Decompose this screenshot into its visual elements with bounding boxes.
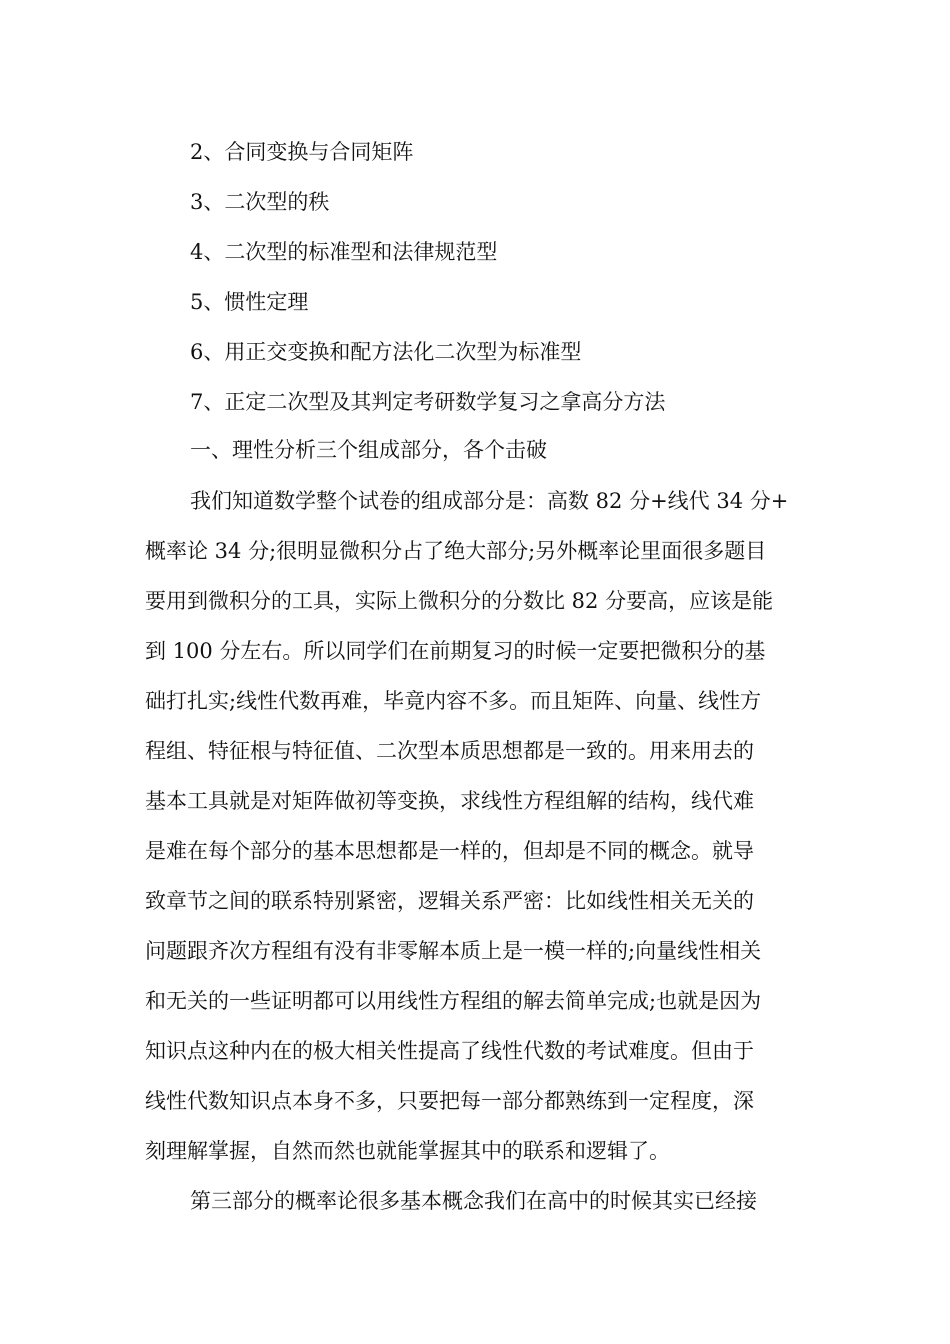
paragraph-line: 概率论 34 分;很明显微积分占了绝大部分;另外概率论里面很多题目: [145, 539, 767, 563]
list-item: 3、二次型的秩: [190, 190, 330, 214]
paragraph-line: 础打扎实;线性代数再难，毕竟内容不多。而且矩阵、向量、线性方: [145, 689, 762, 713]
paragraph-line: 问题跟齐次方程组有没有非零解本质上是一模一样的;向量线性相关: [145, 939, 762, 963]
section-heading: 一、理性分析三个组成部分，各个击破: [190, 438, 547, 462]
paragraph-line: 刻理解掌握，自然而然也就能掌握其中的联系和逻辑了。: [145, 1139, 670, 1163]
list-item: 5、惯性定理: [190, 290, 309, 314]
list-item: 6、用正交变换和配方法化二次型为标准型: [190, 340, 582, 364]
paragraph-line: 线性代数知识点本身不多，只要把每一部分都熟练到一定程度，深: [145, 1089, 754, 1113]
paragraph-line: 要用到微积分的工具，实际上微积分的分数比 82 分要高，应该是能: [145, 589, 774, 613]
paragraph-line: 是难在每个部分的基本思想都是一样的，但却是不同的概念。就导: [145, 839, 754, 863]
list-item: 7、正定二次型及其判定考研数学复习之拿高分方法: [190, 390, 666, 414]
paragraph-line: 程组、特征根与特征值、二次型本质思想都是一致的。用来用去的: [145, 739, 754, 763]
paragraph-line: 第三部分的概率论很多基本概念我们在高中的时候其实已经接: [190, 1189, 757, 1213]
paragraph-line: 到 100 分左右。所以同学们在前期复习的时候一定要把微积分的基: [145, 639, 766, 663]
paragraph-line: 致章节之间的联系特别紧密，逻辑关系严密：比如线性相关无关的: [145, 889, 754, 913]
paragraph-line: 我们知道数学整个试卷的组成部分是：高数 82 分+线代 34 分+: [190, 489, 789, 513]
list-item: 4、二次型的标准型和法律规范型: [190, 240, 498, 264]
paragraph-line: 和无关的一些证明都可以用线性方程组的解去简单完成;也就是因为: [145, 989, 762, 1013]
list-item: 2、合同变换与合同矩阵: [190, 140, 414, 164]
paragraph-line: 知识点这种内在的极大相关性提高了线性代数的考试难度。但由于: [145, 1039, 754, 1063]
paragraph-line: 基本工具就是对矩阵做初等变换，求线性方程组解的结构，线代难: [145, 789, 754, 813]
